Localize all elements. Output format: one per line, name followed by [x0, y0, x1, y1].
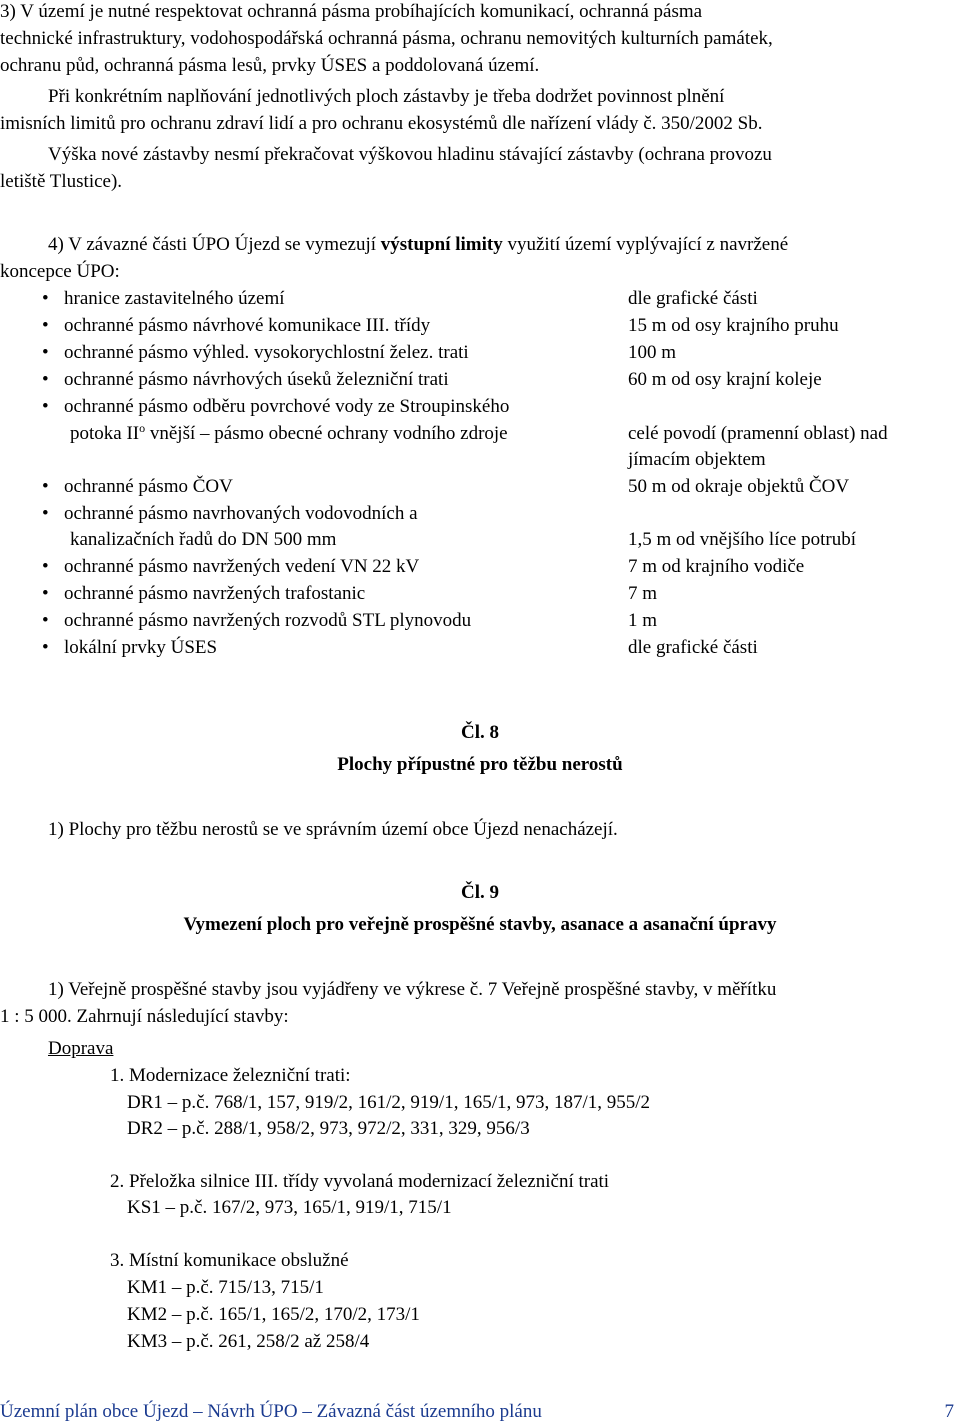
- item-detail: KM3 – p.č. 261, 258/2 až 258/4: [127, 1331, 370, 1352]
- limit-label: ochranné pásmo navrhovaných vodovodních a: [64, 503, 418, 524]
- bullet-icon: •: [42, 610, 49, 631]
- page-footer: [0, 1400, 960, 1424]
- limit-label: hranice zastavitelného území: [64, 288, 285, 309]
- limit-label-continued: [70, 422, 508, 446]
- bullet-icon: •: [42, 315, 49, 336]
- article-8-heading: Čl. 8: [461, 722, 499, 743]
- article-9-heading: Čl. 9: [461, 882, 499, 903]
- article-9-text-line1: 1) Veřejně prospěšné stavby jsou vyjádřeny ve výkrese č. 7 Veřejně prospěšné stavby, v měřítku: [48, 979, 777, 1000]
- item-title: 2. Přeložka silnice III. třídy vyvolaná modernizací železniční trati: [110, 1171, 610, 1192]
- item-detail: KM2 – p.č. 165/1, 165/2, 170/2, 173/1: [127, 1304, 420, 1325]
- item-detail: KS1 – p.č. 167/2, 973, 165/1, 919/1, 715/1: [127, 1197, 452, 1218]
- section-heading-doprava: Doprava: [48, 1038, 114, 1059]
- para3-line4: Při konkrétním naplňování jednotlivých ploch zástavby je třeba dodržet povinnost plnění: [48, 86, 725, 107]
- para3-line1: 3) V území je nutné respektovat ochranná pásma probíhajících komunikací, ochranná pásma: [0, 1, 703, 22]
- limit-label: ochranné pásmo navržených vedení VN 22 kV: [64, 556, 420, 577]
- item-detail: DR1 – p.č. 768/1, 157, 919/2, 161/2, 919/1, 165/1, 973, 187/1, 955/2: [127, 1092, 651, 1113]
- limit-label-part: vnější – pásmo obecné ochrany vodního zdroje: [145, 423, 508, 444]
- bullet-icon: •: [42, 637, 49, 658]
- limit-value: 60 m od osy krajní koleje: [628, 369, 822, 390]
- para4-bold-term: výstupní limity: [380, 234, 503, 255]
- limit-label: ochranné pásmo výhled. vysokorychlostní želez. trati: [64, 342, 469, 363]
- bullet-icon: •: [42, 396, 49, 417]
- limit-value: 15 m od osy krajního pruhu: [628, 315, 839, 336]
- limit-label: ochranné pásmo navržených trafostanic: [64, 583, 366, 604]
- limit-label: ochranné pásmo navržených rozvodů STL plynovodu: [64, 610, 472, 631]
- limit-label: ochranné pásmo návrhových úseků železniční trati: [64, 369, 449, 390]
- footer-title: Územní plán obce Újezd – Návrh ÚPO – Závazná část územního plánu: [0, 1401, 542, 1422]
- limit-value: 1 m: [628, 610, 658, 631]
- article-8-text: 1) Plochy pro těžbu nerostů se ve správním území obce Újezd nenacházejí.: [48, 819, 618, 840]
- item-detail: KM1 – p.č. 715/13, 715/1: [127, 1277, 324, 1298]
- limit-label: ochranné pásmo ČOV: [64, 476, 233, 497]
- limit-value-continued: jímacím objektem: [628, 449, 766, 470]
- article-9-text-line2: 1 : 5 000. Zahrnují následující stavby:: [0, 1006, 289, 1027]
- para3-line5: imisních limitů pro ochranu zdraví lidí a pro ochranu ekosystémů dle nařízení vlády č. 350/2002 Sb.: [0, 113, 763, 134]
- bullet-icon: •: [42, 583, 49, 604]
- limit-value: dle grafické části: [628, 637, 758, 658]
- para3-line6: Výška nové zástavby nesmí překračovat výškovou hladinu stávající zástavby (ochrana provozu: [48, 144, 772, 165]
- para4-text-pre: 4) V závazné části ÚPO Újezd se vymezují: [48, 234, 381, 255]
- para3-line7: letiště Tlustice).: [0, 171, 123, 192]
- item-detail: DR2 – p.č. 288/1, 958/2, 973, 972/2, 331, 329, 956/3: [127, 1118, 530, 1139]
- para4-text-post: využití území vyplývající z navržené: [502, 234, 789, 255]
- limit-value: 7 m od krajního vodiče: [628, 556, 805, 577]
- bullet-icon: •: [42, 369, 49, 390]
- bullet-icon: •: [42, 556, 49, 577]
- limit-value: dle grafické části: [628, 288, 758, 309]
- limit-value: 7 m: [628, 583, 658, 604]
- para4-line1: [48, 233, 788, 257]
- limit-label: ochranné pásmo návrhové komunikace III. třídy: [64, 315, 431, 336]
- bullet-icon: •: [42, 503, 49, 524]
- limit-value: celé povodí (pramenní oblast) nad: [628, 423, 888, 444]
- limit-label: ochranné pásmo odběru povrchové vody ze Stroupinského: [64, 396, 510, 417]
- article-8-title: Plochy přípustné pro těžbu nerostů: [337, 754, 623, 775]
- limit-label: lokální prvky ÚSES: [64, 637, 218, 658]
- superscript: o: [139, 421, 146, 435]
- limit-value: 1,5 m od vnějšího líce potrubí: [628, 529, 856, 550]
- limit-value: 100 m: [628, 342, 677, 363]
- para3-line3: ochranu půd, ochranná pásma lesů, prvky ÚSES a poddolovaná území.: [0, 55, 540, 76]
- limit-value: 50 m od okraje objektů ČOV: [628, 476, 850, 497]
- page-number: 7: [944, 1401, 954, 1422]
- limit-label-part: potoka II: [70, 423, 140, 444]
- bullet-icon: •: [42, 476, 49, 497]
- limit-label-continued: kanalizačních řadů do DN 500 mm: [70, 529, 337, 550]
- article-9-title: Vymezení ploch pro veřejně prospěšné stavby, asanace a asanační úpravy: [183, 914, 777, 935]
- para4-line2: koncepce ÚPO:: [0, 261, 120, 282]
- item-title: 3. Místní komunikace obslužné: [110, 1250, 349, 1271]
- bullet-icon: •: [42, 288, 49, 309]
- item-title: 1. Modernizace železniční trati:: [110, 1065, 351, 1086]
- bullet-icon: •: [42, 342, 49, 363]
- para3-line2: technické infrastruktury, vodohospodářská ochranná pásma, ochranu nemovitých kulturních památek,: [0, 28, 773, 49]
